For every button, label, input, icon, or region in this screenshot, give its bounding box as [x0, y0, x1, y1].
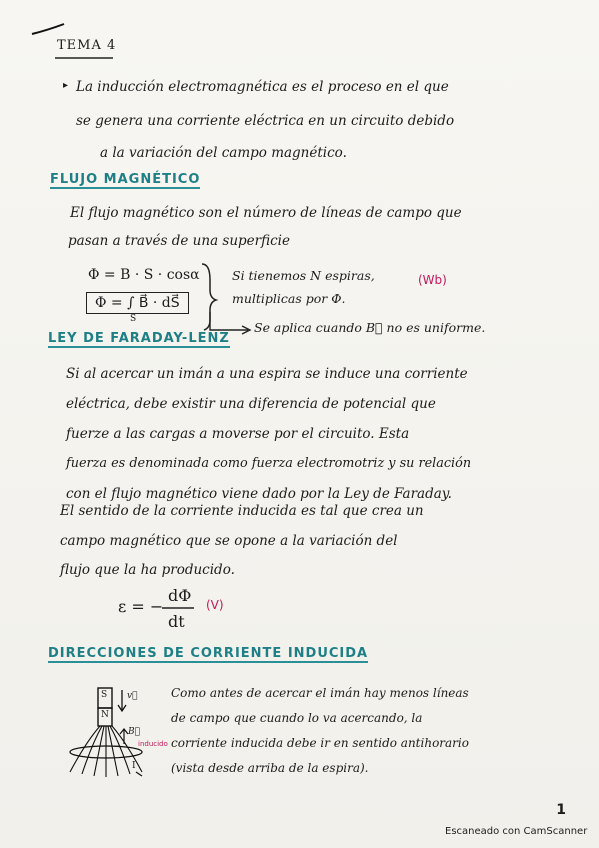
- emf-formula-numerator: dΦ: [168, 586, 192, 605]
- faraday-line-4: fuerza es denominada como fuerza electromotriz y su relación: [66, 456, 472, 471]
- heading-flujo-magnetico: FLUJO MAGNÉTICO: [50, 172, 201, 187]
- unit-volt: (V): [206, 598, 224, 612]
- page-number: 1: [556, 802, 566, 818]
- intro-bullet: ▸: [63, 80, 69, 91]
- faraday-line-6: El sentido de la corriente inducida es tal que crea un: [60, 503, 424, 519]
- direcciones-line-3: corriente inducida debe ir en sentido antihorario: [171, 736, 469, 750]
- note-multiplicar: multiplicas por Φ.: [232, 291, 346, 306]
- intro-line-1: La inducción electromagnética es el proceso en el que: [76, 79, 449, 95]
- note-n-espiras: Si tienemos N espiras,: [232, 268, 375, 283]
- faraday-line-7: campo magnético que se opone a la variación del: [60, 533, 398, 549]
- direcciones-line-1: Como antes de acercar el imán hay menos líneas: [171, 686, 469, 700]
- scanner-watermark: Escaneado con CamScanner: [445, 826, 588, 837]
- emf-formula-lhs: ε = −: [118, 597, 164, 616]
- faraday-line-2: eléctrica, debe existir una diferencia de potencial que: [66, 396, 436, 412]
- topic-title: TEMA 4: [57, 38, 117, 53]
- heading-ley-faraday-lenz: LEY DE FARADAY-LENZ: [48, 331, 230, 346]
- flujo-line-2: pasan a través de una superficie: [68, 233, 290, 249]
- topic-underline: [55, 56, 115, 61]
- faraday-line-5: con el flujo magnético viene dado por la Ley de Faraday.: [66, 486, 452, 502]
- formula-integral-subscript: S: [130, 314, 137, 324]
- faraday-line-8: flujo que la ha producido.: [60, 562, 235, 578]
- emf-fraction-bar: [162, 606, 196, 610]
- note-b-no-uniforme: Se aplica cuando B⃗ no es uniforme.: [254, 320, 486, 335]
- emf-formula-denominator: dt: [168, 612, 185, 631]
- intro-line-2: se genera una corriente eléctrica en un circuito debido: [76, 113, 455, 129]
- diagram-label-induced: inducido: [138, 740, 168, 748]
- diagram-label-b: B⃗: [128, 727, 141, 737]
- unit-weber: (Wb): [418, 273, 447, 287]
- magnet-coil-diagram: [62, 680, 172, 785]
- faraday-line-1: Si al acercar un imán a una espira se induce una corriente: [66, 366, 468, 382]
- diagram-label-s: S: [101, 690, 108, 700]
- diagram-label-n: N: [101, 710, 109, 720]
- formula-flux-simple: Φ = B · S · cosα: [88, 267, 200, 283]
- intro-line-3: a la variación del campo magnético.: [100, 145, 347, 161]
- flujo-line-1: El flujo magnético son el número de líneas de campo que: [70, 205, 462, 221]
- direcciones-line-4: (vista desde arriba de la espira).: [171, 761, 369, 775]
- faraday-line-3: fuerze a las cargas a moverse por el circuito. Esta: [66, 426, 410, 442]
- heading-direcciones-corriente: DIRECCIONES DE CORRIENTE INDUCIDA: [48, 646, 369, 661]
- formula-flux-integral: Φ = ∫ B⃗ · dS⃗: [86, 292, 189, 314]
- direcciones-line-2: de campo que cuando lo va acercando, la: [171, 711, 423, 725]
- pen-stroke-decoration: [30, 22, 66, 36]
- diagram-label-v: v⃗: [127, 691, 138, 701]
- diagram-label-i: I: [132, 761, 136, 771]
